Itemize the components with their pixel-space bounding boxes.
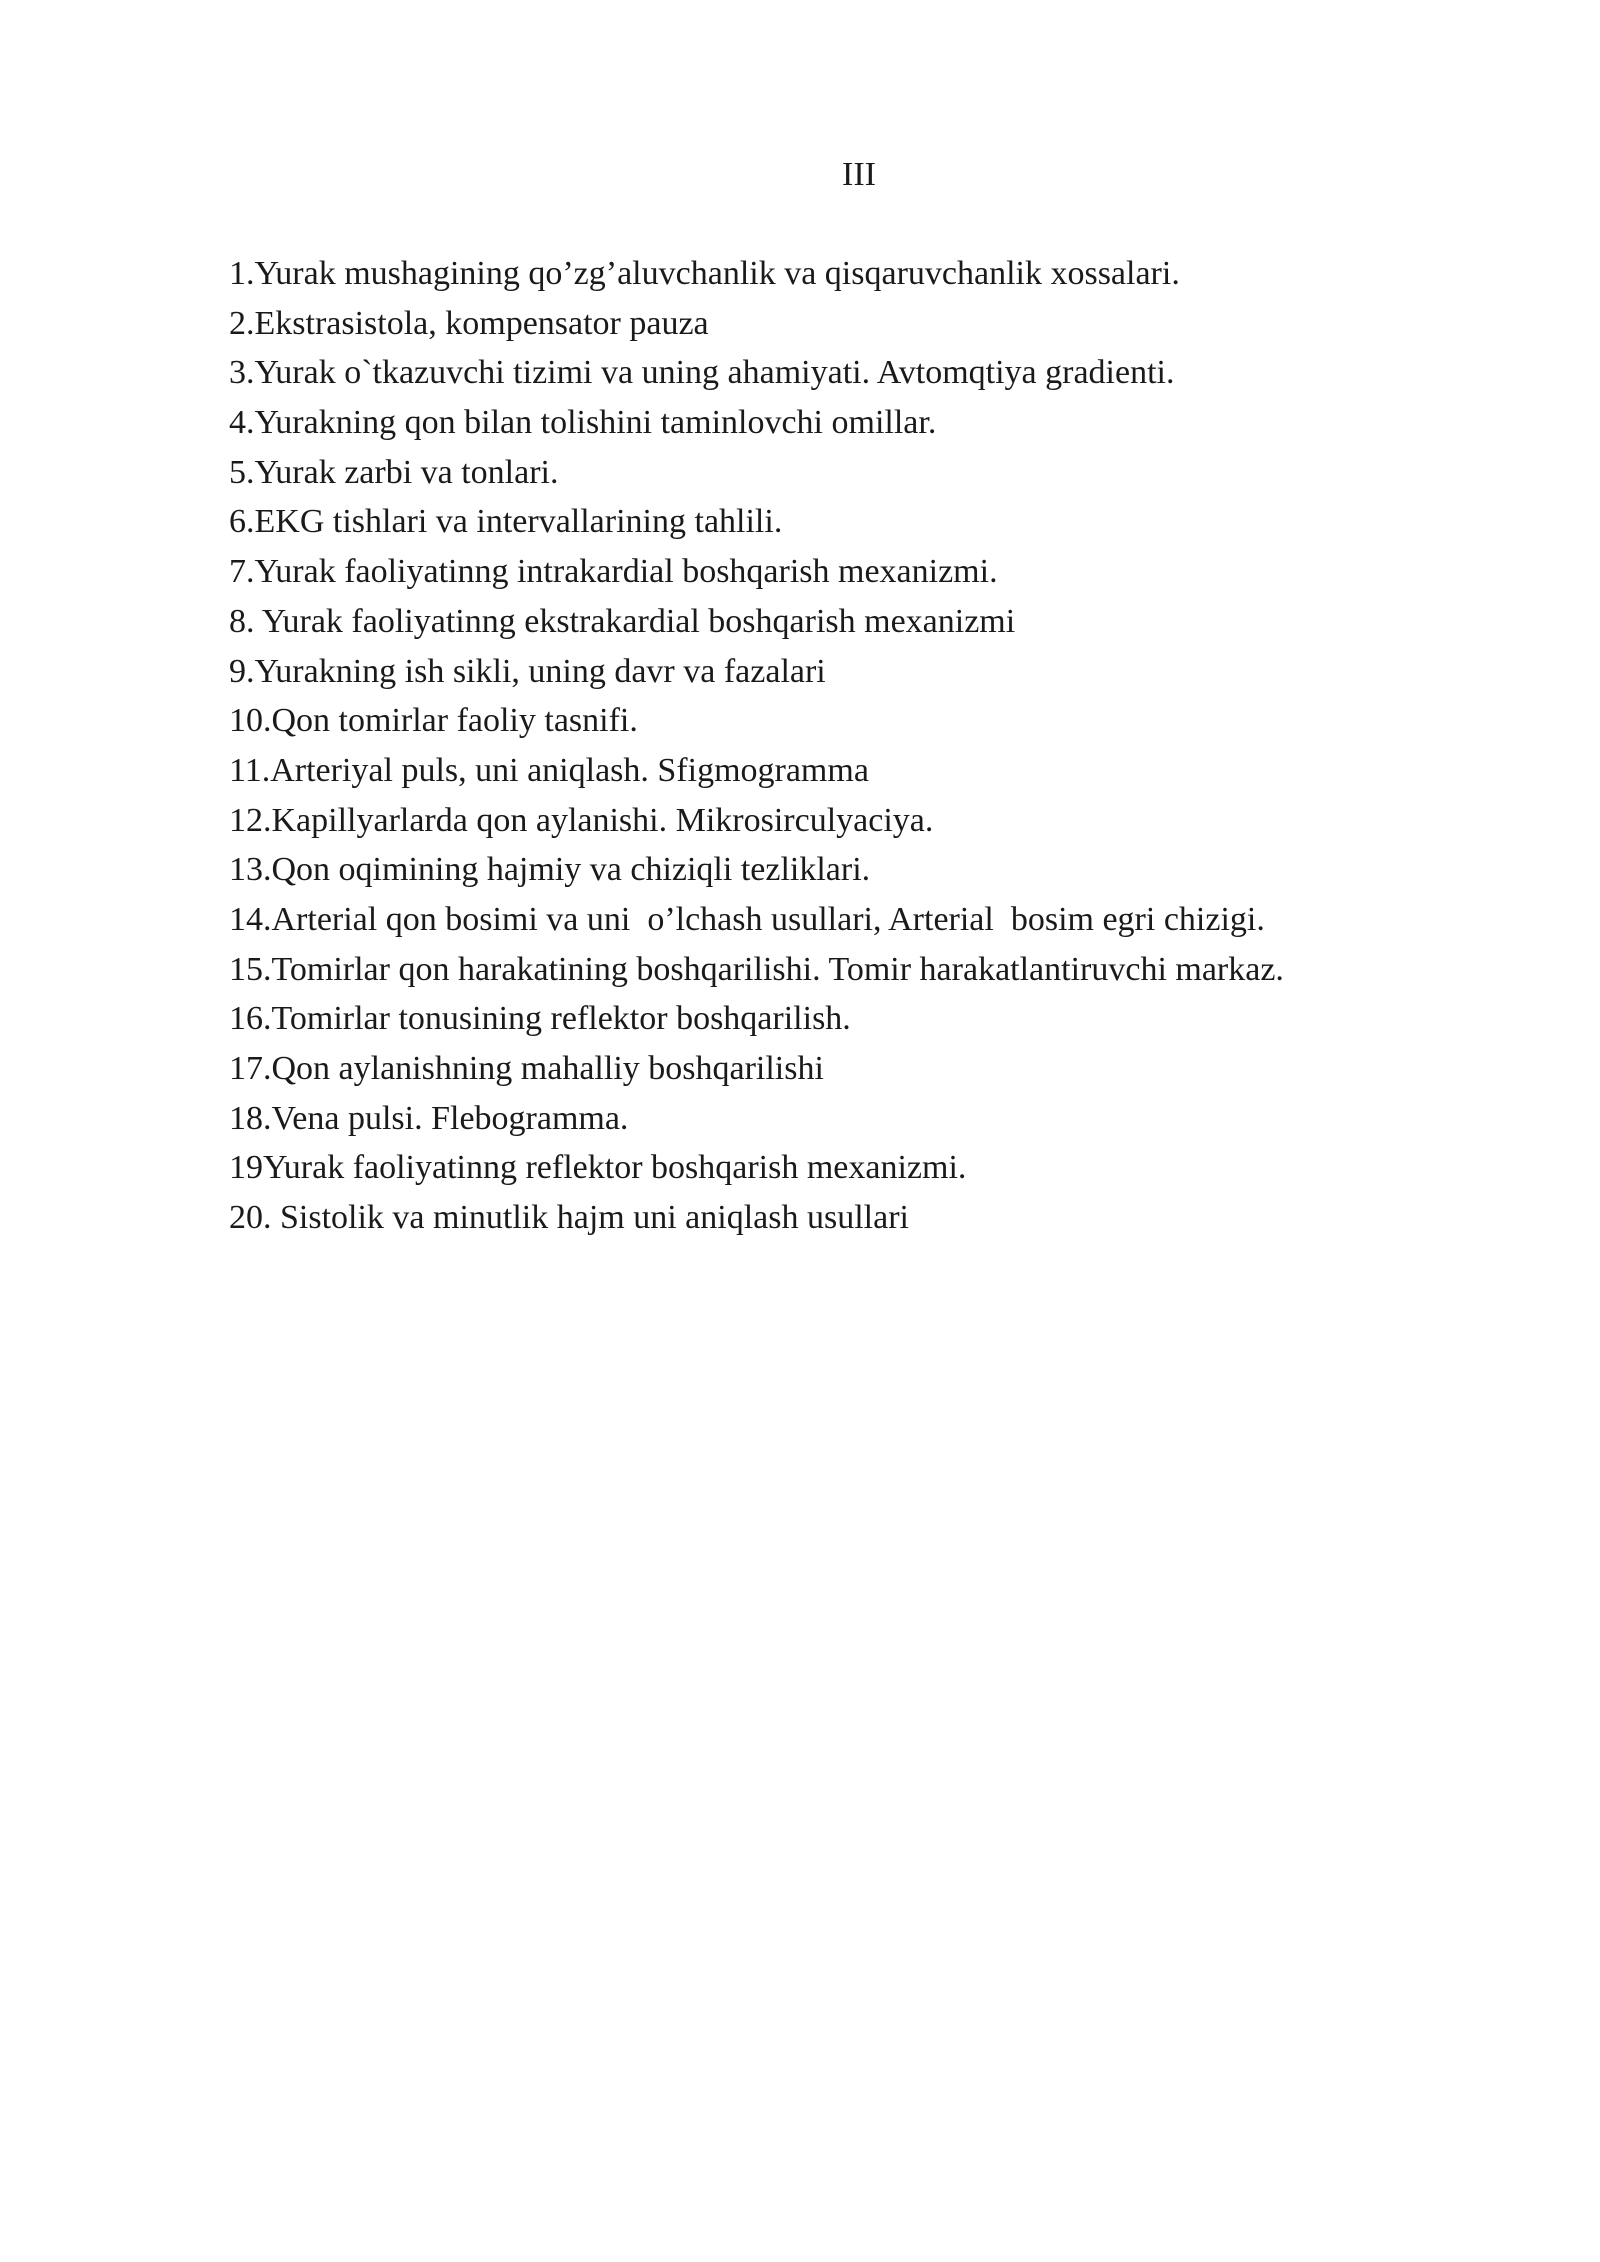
question-item: 4.Yurakning qon bilan tolishini taminlovchi omillar. [229,404,937,442]
question-item: 17.Qon aylanishning mahalliy boshqarilishi [229,1050,824,1087]
question-item: 7.Yurak faoliyatinng intrakardial boshqarish mexanizmi. [229,553,998,591]
question-item: 18.Vena pulsi. Flebogramma. [229,1099,629,1137]
question-list [229,249,1529,1243]
question-item: 13.Qon oqimining hajmiy va chiziqli tezliklari. [229,851,871,889]
question-item: 1.Yurak mushagining qo’zg’aluvchanlik va qisqaruvchanlik xossalari. [229,255,1180,292]
question-item: 8. Yurak faoliyatinng ekstrakardial boshqarish mexanizmi [229,602,1016,640]
question-item: 19Yurak faoliyatinng reflektor boshqarish mexanizmi. [229,1149,967,1187]
question-item: 2.Ekstrasistola, kompensator pauza [229,304,709,342]
question-item: 9.Yurakning ish sikli, uning davr va fazalari [229,652,826,690]
question-item: 14.Arterial qon bosimi va uni o’lchash usullari, Arterial bosim egri chizigi. [229,900,1265,938]
section-heading: III [842,156,876,193]
question-item: 10.Qon tomirlar faoliy tasnifi. [229,702,638,740]
question-item: 16.Tomirlar tonusining reflektor boshqarilish. [229,1000,851,1038]
question-item: 6.EKG tishlari va intervallarining tahlili. [229,503,783,541]
question-item: 15.Tomirlar qon harakatining boshqarilishi. Tomir harakatlantiruvchi markaz. [229,950,1284,988]
question-item: 11.Arteriyal puls, uni aniqlash. Sfigmogramma [229,751,869,789]
question-item: 12.Kapillyarlarda qon aylanishi. Mikrosirculyaciya. [229,801,934,839]
question-item: 3.Yurak o`tkazuvchi tizimi va uning ahamiyati. Avtomqtiya gradienti. [229,354,1175,392]
question-item: 20. Sistolik va minutlik hajm uni aniqlash usullari [229,1199,909,1237]
question-item: 5.Yurak zarbi va tonlari. [229,453,559,491]
